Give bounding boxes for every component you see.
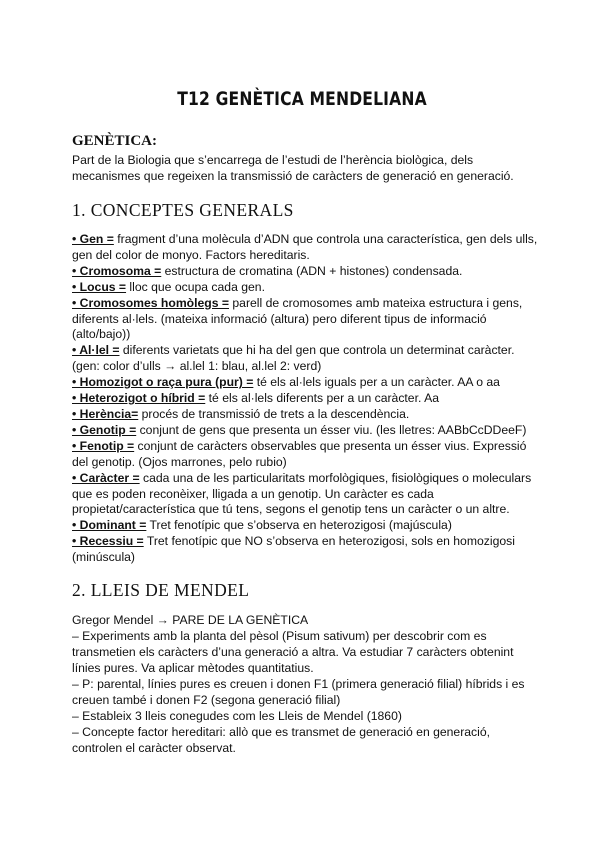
list-item bbox=[72, 375, 542, 391]
definition: parell de cromosomes amb mateixa estructura i gens, diferents al·lels. (mateixa informació (altura) pero diferent tipus de informació (alto/bajo)) bbox=[72, 295, 523, 342]
definition: conjunt de gens que presenta un ésser viu. (les lletres: AABbCcDDeeF) bbox=[136, 422, 527, 437]
list-item bbox=[72, 391, 542, 407]
list-item: – Concepte factor hereditari: allò que es transmet de generació en generació, controlen el caràcter observat. bbox=[72, 725, 491, 755]
term: • Locus = bbox=[72, 279, 127, 294]
list-item bbox=[72, 439, 542, 471]
genetica-definition: Part de la Biologia que s’encarrega de l’estudi de l’herència biològica, dels mecanismes que regeixen la transmissió de caràcters de generació en generació. bbox=[72, 153, 514, 183]
term: • Cromosomes homòlegs = bbox=[72, 295, 229, 310]
term: • Dominant = bbox=[72, 518, 147, 533]
list-item bbox=[72, 534, 542, 566]
section-1-heading: 1. CONCEPTES GENERALS bbox=[72, 200, 294, 220]
list-item: – P: parental, línies pures es creuen i donen F1 (primera generació filial) híbrids i es creuen també i donen F2 (segona generació filial) bbox=[72, 677, 525, 707]
list-item: – Experiments amb la planta del pèsol (Pisum sativum) per descobrir com es transmetien els caràcters d’una generació a altra. Va estudiar 7 caràcters obtenint línies pures. Va aplicar mètodes quantitatius. bbox=[72, 629, 514, 675]
term: • Fenotip = bbox=[72, 438, 135, 453]
list-item bbox=[72, 407, 542, 423]
definition: diferents varietats que hi ha del gen que controla un determinat caràcter. (gen: color d’ulls → al.lel 1: blau, al.lel 2: verd) bbox=[72, 343, 515, 374]
list-item: – Estableix 3 lleis conegudes com les Lleis de Mendel (1860) bbox=[72, 709, 402, 723]
definition: Tret fenotípic que NO s’observa en heterozigosi, sols en homozigosi (minúscula) bbox=[72, 534, 515, 565]
list-item bbox=[72, 280, 542, 296]
definition: conjunt de caràcters observables que presenta un ésser vius. Expressió del genotip. (Ojos marrones, pelo rubio) bbox=[72, 438, 527, 469]
definition: cada una de les particularitats morfològiques, fisiològiques o moleculars que es poden reconèixer, lligada a un genotip. Un caràcter es cada propietat/característica que tú tens, segons el genotip tens un caràcter o un altre. bbox=[72, 470, 532, 517]
section-2-heading: 2. LLEIS DE MENDEL bbox=[72, 580, 250, 600]
term: • Heterozigot o híbrid = bbox=[72, 391, 206, 406]
term: • Genotip = bbox=[72, 422, 137, 437]
term: • Al·lel = bbox=[72, 343, 120, 358]
concepts-list bbox=[72, 232, 542, 566]
definition: estructura de cromatina (ADN + histones) condensada. bbox=[161, 263, 463, 278]
term: • Cromosoma = bbox=[72, 263, 162, 278]
list-item bbox=[72, 423, 542, 439]
definition: Tret fenotípic que s’observa en heterozigosi (majúscula) bbox=[146, 518, 452, 533]
list-item bbox=[72, 518, 542, 534]
term: • Recessiu = bbox=[72, 534, 144, 549]
term: • Caràcter = bbox=[72, 470, 140, 485]
page-title: T12 GENÈTICA MENDELIANA bbox=[177, 88, 427, 110]
definition: procés de transmissió de trets a la descendència. bbox=[138, 406, 410, 421]
list-item bbox=[72, 343, 542, 375]
term: • Herència= bbox=[72, 406, 139, 421]
list-item bbox=[72, 296, 542, 344]
definition: té els al·lels iguals per a un caràcter. AA o aa bbox=[253, 375, 500, 390]
definition: lloc que ocupa cada gen. bbox=[126, 279, 265, 294]
genetica-heading: GENÈTICA: bbox=[72, 133, 158, 149]
term: • Homozigot o raça pura (pur) = bbox=[72, 375, 254, 390]
term: • Gen = bbox=[72, 232, 114, 246]
definition: fragment d’una molècula d’ADN que controla una característica, gen dels ulls, gen del color de monyo. Factors hereditaris. bbox=[72, 232, 538, 262]
mendel-notes bbox=[72, 612, 542, 756]
definition: té els al·lels diferents per a un caràcter. Aa bbox=[205, 391, 439, 406]
list-item bbox=[72, 471, 542, 519]
list-item: Gregor Mendel → PARE DE LA GENÈTICA bbox=[72, 613, 309, 627]
list-item bbox=[72, 232, 542, 264]
list-item bbox=[72, 264, 542, 280]
